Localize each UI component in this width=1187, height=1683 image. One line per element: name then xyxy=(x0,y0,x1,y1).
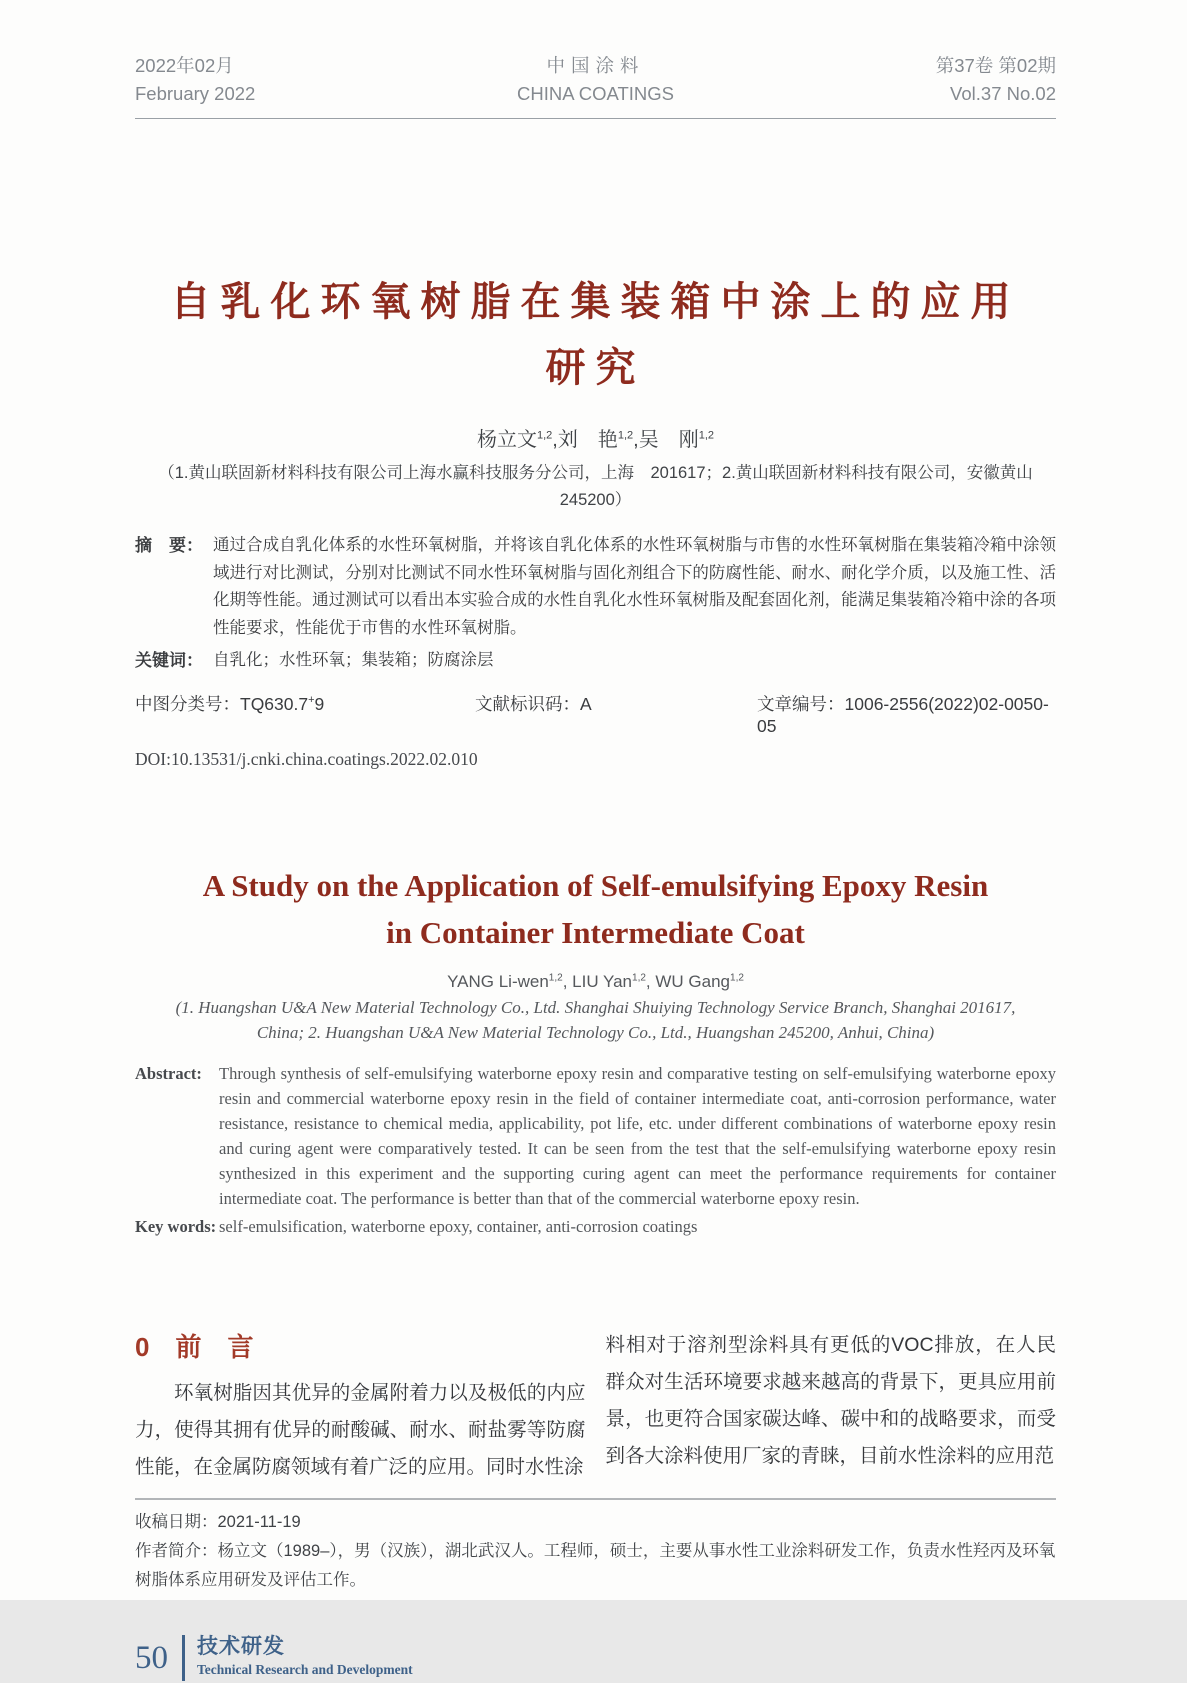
affiliation-en-line2: China; 2. Huangshan U&A New Material Technology Co., Ltd., Huangshan 245200, Anhui, China) xyxy=(256,1022,935,1042)
header-journal-en: CHINA COATINGS xyxy=(517,83,674,104)
page-footer xyxy=(135,1633,1056,1683)
intro-section xyxy=(135,1327,1056,1486)
affiliation-en xyxy=(135,995,1056,1045)
author-affiliation-sup: 1,2 xyxy=(617,429,634,442)
authors-cn xyxy=(135,423,1056,452)
journal-header xyxy=(135,0,1056,119)
article-title-cn-line1: 自乳化环氧树脂在集装箱中涂上的应用 xyxy=(170,280,1021,324)
doi: DOI:10.13531/j.cnki.china.coatings.2022.02.010 xyxy=(135,748,478,769)
abstract-cn-label: 摘 要： xyxy=(135,536,203,555)
affiliation-cn-line1: （1.黄山联固新材料科技有限公司上海水赢科技服务分公司，上海 201617；2.黄山联固新材料科技有限公司，安徽黄山 xyxy=(158,464,1033,482)
author-name-en: , WU Gang xyxy=(645,971,731,991)
page-content xyxy=(131,0,1056,1683)
keywords-cn-label: 关键词： xyxy=(135,651,203,670)
clc-number-sup: + xyxy=(308,693,315,706)
intro-column-left xyxy=(135,1327,586,1486)
footer-section-en: Technical Research and Development xyxy=(197,1661,413,1677)
abstract-cn-text: 通过合成自乳化体系的水性环氧树脂，并将该自乳化体系的水性环氧树脂与市售的水性环氧树脂在集装箱冷箱中涂领域进行对比测试，分别对比测试不同水性环氧树脂与固化剂组合下的防腐性能、耐水、耐化学介质，以及施工性、活化期等性能。通过测试可以看出本实验合成的水性自乳化水性环氧树脂及配套固化剂，能满足集装箱冷箱中涂的各项性能要求，性能优于市售的水性环氧树脂。 xyxy=(213,536,1056,637)
author-name: 杨立文 xyxy=(476,429,537,451)
section-title: 前 言 xyxy=(175,1331,254,1362)
header-date-en: February 2022 xyxy=(135,83,256,104)
affiliation-en-line1: (1. Huangshan U&A New Material Technology Co., Ltd. Shanghai Shuiying Technology Service Branch, Shanghai 201617, xyxy=(175,997,1016,1017)
article-meta-row xyxy=(135,691,1056,737)
footnote-author-bio: 作者简介：杨立文（1989–），男（汉族），湖北武汉人。工程师，硕士，主要从事水性工业涂料研发工作，负责水性羟丙及环氧树脂体系应用研发及评估工作。 xyxy=(135,1541,1056,1589)
abstract-en xyxy=(135,1061,1056,1211)
article-title-cn xyxy=(135,269,1056,401)
author-name-en: YANG Li-wen xyxy=(447,971,549,991)
keywords-cn xyxy=(135,647,1056,675)
header-volume-en: Vol.37 No.02 xyxy=(950,83,1056,104)
page-number: 50 xyxy=(135,1639,168,1676)
section-number: 0 xyxy=(135,1331,150,1362)
intro-paragraph-right: 料相对于溶剂型涂料具有更低的VOC排放，在人民群众对生活环境要求越来越高的背景下，更具应用前景，也更符合国家碳达峰、碳中和的战略要求，而受到各大涂料使用厂家的青睐，目前水性涂料的应用范 xyxy=(605,1333,1056,1467)
keywords-en-label: Key words: xyxy=(135,1216,217,1236)
footnote-received-date: 收稿日期：2021-11-19 xyxy=(135,1512,301,1531)
author-name: ,吴 刚 xyxy=(633,429,699,451)
header-journal-cn: 中国涂料 xyxy=(546,55,645,76)
footnote xyxy=(135,1508,1056,1595)
authors-en xyxy=(135,972,1056,992)
article-title-en-line2: in Container Intermediate Coat xyxy=(386,914,805,950)
author-affiliation-sup: 1,2 xyxy=(536,429,553,442)
abstract-en-text: Through synthesis of self-emulsifying waterborne epoxy resin and comparative testing on self-emulsifying waterborne epoxy resin and commercial waterborne epoxy resin in the field of container intermediate coat, anti-corrosion performance, water resistance, resistance to chemical media, applicability, pot life, etc. under different combinations of waterborne epoxy resin and curing agent were comparatively tested. It can be seen from the test that the self-emulsifying waterborne epoxy resin synthesized in this experiment and the supporting curing agent can meet the performance requirements for container intermediate coat. The performance is better than that of the commercial waterborne epoxy resin. xyxy=(219,1063,1056,1208)
keywords-en-text: self-emulsification, waterborne epoxy, container, anti-corrosion coatings xyxy=(219,1216,698,1236)
article-title-en xyxy=(135,862,1056,956)
clc-number xyxy=(135,691,475,737)
author-affiliation-sup: 1,2 xyxy=(632,971,646,983)
article-id: 文章编号：1006-2556(2022)02-0050-05 xyxy=(757,693,1049,736)
affiliation-cn xyxy=(135,460,1056,514)
intro-column-right xyxy=(606,1327,1057,1486)
article-title-en-line1: A Study on the Application of Self-emulsifying Epoxy Resin xyxy=(202,867,989,903)
header-date-cn: 2022年02月 xyxy=(135,55,234,76)
keywords-en xyxy=(135,1214,1056,1239)
clc-number-tail: 9 xyxy=(314,693,325,714)
keywords-cn-text: 自乳化；水性环氧；集装箱；防腐涂层 xyxy=(213,651,494,669)
footer-section-cn: 技术研发 xyxy=(197,1634,285,1658)
author-affiliation-sup: 1,2 xyxy=(548,971,563,983)
document-code: 文献标识码：A xyxy=(475,693,592,714)
author-name: ,刘 艳 xyxy=(552,429,618,451)
header-journal-name xyxy=(517,52,674,108)
footer-section xyxy=(185,1633,413,1683)
footnote-divider xyxy=(135,1498,1056,1500)
author-name-en: , LIU Yan xyxy=(562,971,633,991)
clc-number-main: 中图分类号：TQ630.7 xyxy=(135,693,309,714)
author-affiliation-sup: 1,2 xyxy=(698,429,714,442)
author-affiliation-sup: 1,2 xyxy=(730,971,744,983)
abstract-cn xyxy=(135,532,1056,642)
abstract-en-label: Abstract: xyxy=(135,1063,202,1083)
header-volume-issue xyxy=(936,52,1056,108)
affiliation-cn-line2: 245200） xyxy=(559,491,632,509)
intro-paragraph-left: 环氧树脂因其优异的金属附着力以及极低的内应力，使得其拥有优异的耐酸碱、耐水、耐盐雾等防腐性能，在金属防腐领域有着广泛的应用。同时水性涂 xyxy=(135,1381,586,1478)
header-date xyxy=(135,52,255,108)
header-volume-cn: 第37卷 第02期 xyxy=(935,55,1056,76)
article-title-cn-line2: 研究 xyxy=(545,346,646,390)
section-heading xyxy=(135,1327,586,1367)
